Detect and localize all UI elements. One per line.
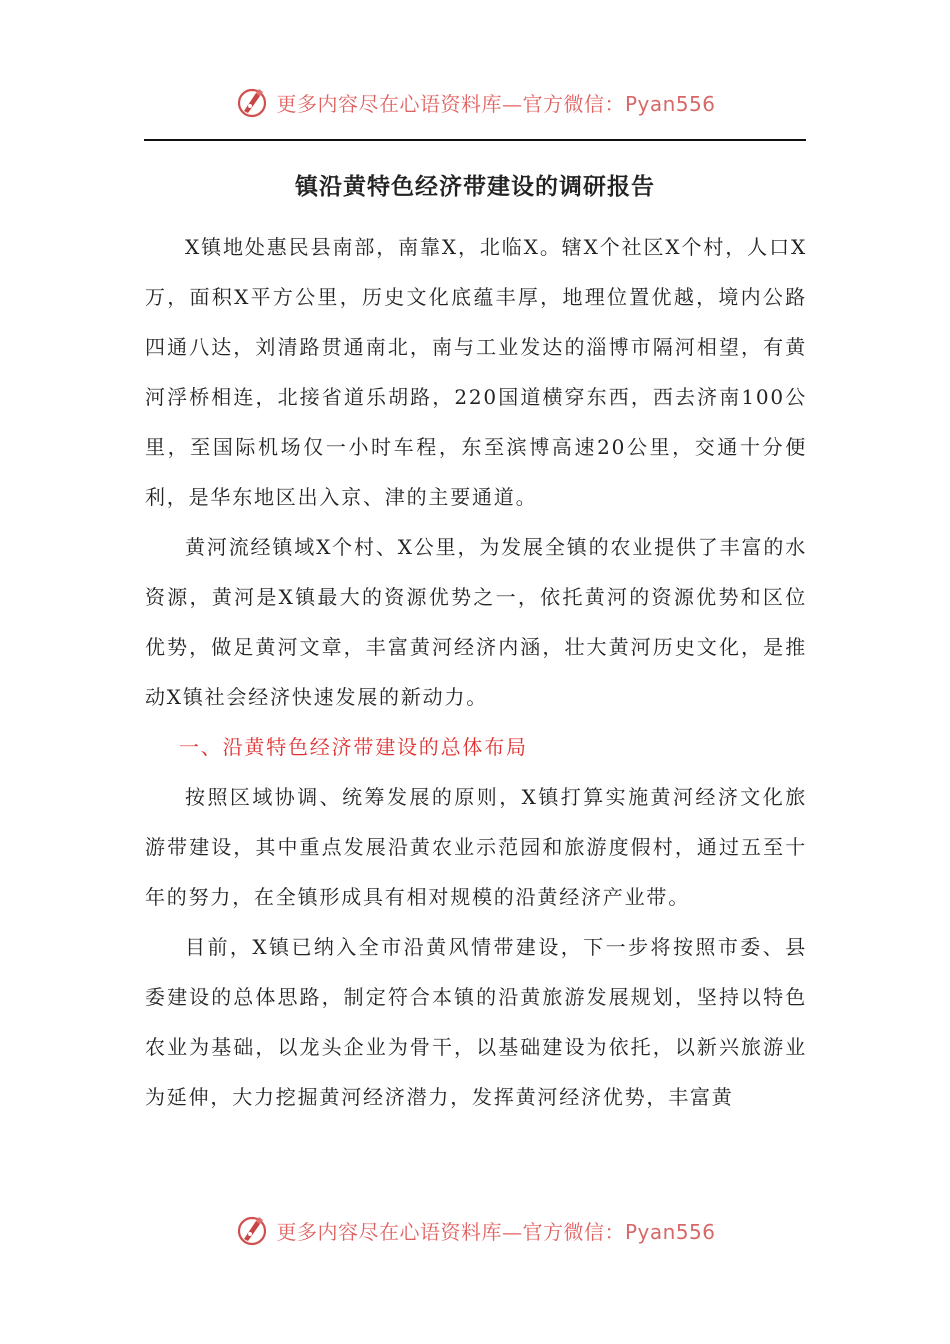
section-heading: 一、沿黄特色经济带建设的总体布局 xyxy=(179,735,528,759)
banner-text: 更多内容尽在心语资料库—官方微信：Pyan556 xyxy=(276,1219,716,1244)
paragraph-2: 黄河流经镇域X个村、X公里，为发展全镇的农业提供了丰富的水资源，黄河是X镇最大的资源优势之一，依托黄河的资源优势和区位优势，做足黄河文章，丰富黄河经济内涵，壮大黄河历史文化，是推动X镇社会经济快速发展的新动力。 xyxy=(145,535,807,709)
banner-wechat-id: Pyan556 xyxy=(624,1219,716,1244)
banner-wechat-id: Pyan556 xyxy=(624,91,716,116)
document-title: 镇沿黄特色经济带建设的调研报告 xyxy=(295,174,655,200)
paragraph-1: X镇地处惠民县南部，南靠X，北临X。辖X个社区X个村，人口X万，面积X平方公里，历史文化底蕴丰厚，地理位置优越，境内公路四通八达，刘清路贯通南北，南与工业发达的淄博市隔河相望，有黄河浮桥相连，北接省道乐胡路，220国道横穿东西，西去济南100公里，至国际机场仅一小时车程，东至滨博高速20公里，交通十分便利，是华东地区出入京、津的主要通道。 xyxy=(145,235,807,509)
paragraph-3: 按照区域协调、统筹发展的原则，X镇打算实施黄河经济文化旅游带建设，其中重点发展沿黄农业示范园和旅游度假村，通过五至十年的努力，在全镇形成具有相对规模的沿黄经济产业带。 xyxy=(145,785,807,909)
header-banner xyxy=(0,82,950,122)
footer-banner xyxy=(0,1210,950,1250)
pen-nib-logo-icon xyxy=(234,84,270,120)
paragraph-4: 目前，X镇已纳入全市沿黄风情带建设，下一步将按照市委、县委建设的总体思路，制定符合本镇的沿黄旅游发展规划，坚持以特色农业为基础，以龙头企业为骨干，以基础建设为依托，以新兴旅游业为延伸，大力挖掘黄河经济潜力，发挥黄河经济优势，丰富黄 xyxy=(145,935,807,1109)
pen-nib-logo-icon xyxy=(234,1212,270,1248)
banner-text: 更多内容尽在心语资料库—官方微信：Pyan556 xyxy=(276,91,716,116)
document-body xyxy=(145,222,807,1122)
header-divider xyxy=(144,139,806,141)
